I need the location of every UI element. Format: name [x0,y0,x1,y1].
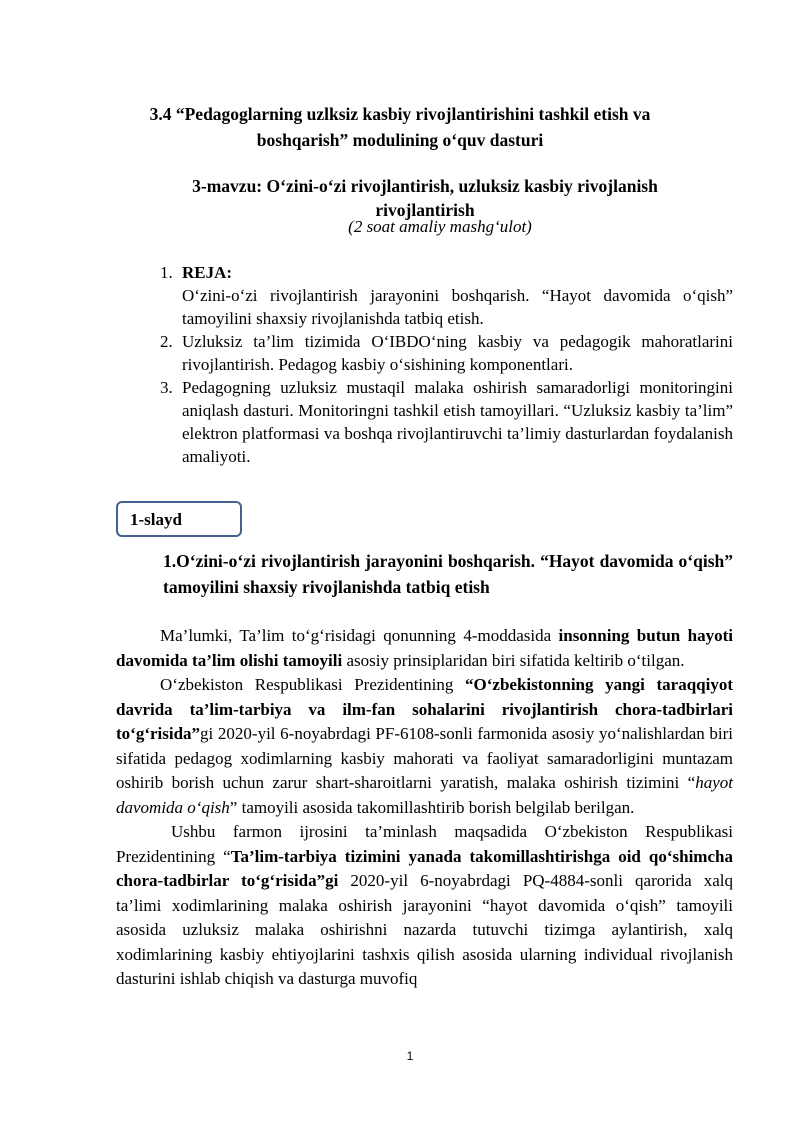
module-title: 3.4 “Pedagoglarning uzlksiz kasbiy rivojlantirishini tashkil etish va boshqarish” modulining o‘quv dasturi [149,104,651,150]
paragraph-2 [116,673,733,820]
slide-label-box [116,501,242,537]
text-run: 2020-yil 6-noyabrdagi PQ-4884-sonli qarorida xalq ta’limi xodimlarining malaka oshirish jarayonini “hayot davomida o‘qish” tamoyili asosida uzluksiz malaka oshirishni nazarda tutuvchi tizimga aylantirish, xalq xodimlarining kasbiy ehtiyojlarini tashxis qilish asosida ularning individual rivojlanish dasturini ishlab chiqish va dasturga muvofiq [116,871,734,988]
bold-text-run: Ta’lim-tarbiya tizimini yanada takomillashtirishga oid qo‘shimcha chora-tadbirlar to‘g‘risida”gi [116,846,733,890]
plan-item-2 [151,330,733,376]
plan-list [151,261,733,468]
plan-item-1 [151,261,733,330]
plan-item-text: Pedagogning uzluksiz mustaqil malaka oshirish samaradorligi monitoringini aniqlash dasturi. Monitoringni tashkil etish tamoyillari. “Uzluksiz kasbiy ta’lim” elektron platformasi va boshqa rivojlantiruvchi ta’limiy dasturlardan foydalanish amaliyoti. [182,378,733,466]
plan-heading: REJA: [182,263,233,282]
plan-item-text: Uzluksiz ta’lim tizimida O‘IBDO‘ning kasbiy va pedagogik mahoratlarini rivojlantirish. Pedagog kasbiy o‘sishining komponentlari. [182,332,733,374]
plan-item-number: 3. [160,378,173,397]
bold-text-run: insonning butun hayoti davomida ta’lim olishi tamoyili [116,626,733,670]
plan-item-text: O‘zini-o‘zi rivojlantirish jarayonini boshqarish. “Hayot davomida o‘qish” tamoyilini shaxsiy rivojlanishda tatbiq etish. [182,286,733,328]
page-number: 1 [406,1049,414,1063]
text-run: asosiy prinsiplaridan biri sifatida keltirib o‘tilgan. [342,650,685,670]
text-run: gi 2020-yil 6-noyabrdagi PF-6108-sonli farmonida asosiy yo‘nalishlardan biri sifatida pedagog xodimlarning kasbiy mahorati va faoliyat samaradorligini muntazam oshirib borish uchun zarur shart-sharoitlarni yaratish, malaka oshirish tizimini “ [116,724,733,792]
plan-item-number: 2. [160,332,173,351]
text-run: O‘zbekiston Respublikasi Prezidentining [160,675,466,694]
body-text [116,624,733,992]
topic-heading: 3-mavzu: O‘zini-o‘zi rivojlantirish, uzluksiz kasbiy rivojlanish rivojlantirish [192,176,658,220]
paragraph-3 [116,820,733,992]
text-run: Ushbu farmon ijrosini ta’minlash maqsadida O‘zbekiston Respublikasi Prezidentining “ [116,822,733,866]
text-run: ” tamoyili asosida takomillashtirib borish belgilab berilgan. [229,797,635,817]
paragraph-1 [116,624,733,673]
section-heading: 1.O‘zini-o‘zi rivojlantirish jarayonini boshqarish. “Hayot davomida o‘qish” tamoyilini shaxsiy rivojlanishda tatbiq etish [163,551,733,597]
italic-text-run: hayot davomida o‘qish [116,773,733,817]
slide-label: 1-slayd [130,510,182,529]
plan-item-3 [151,376,733,468]
text-run: Ma’lumki, Ta’lim to‘g‘risidagi qonunning 4-moddasida [160,626,559,645]
session-subtitle: (2 soat amaliy mashg‘ulot) [348,217,532,236]
plan-item-number: 1. [160,263,173,282]
bold-text-run: “O‘zbekistonning yangi taraqqiyot davrida ta’lim-tarbiya va ilm-fan sohalarini rivojlantirish chora-tadbirlari to‘g‘risida” [116,675,733,743]
